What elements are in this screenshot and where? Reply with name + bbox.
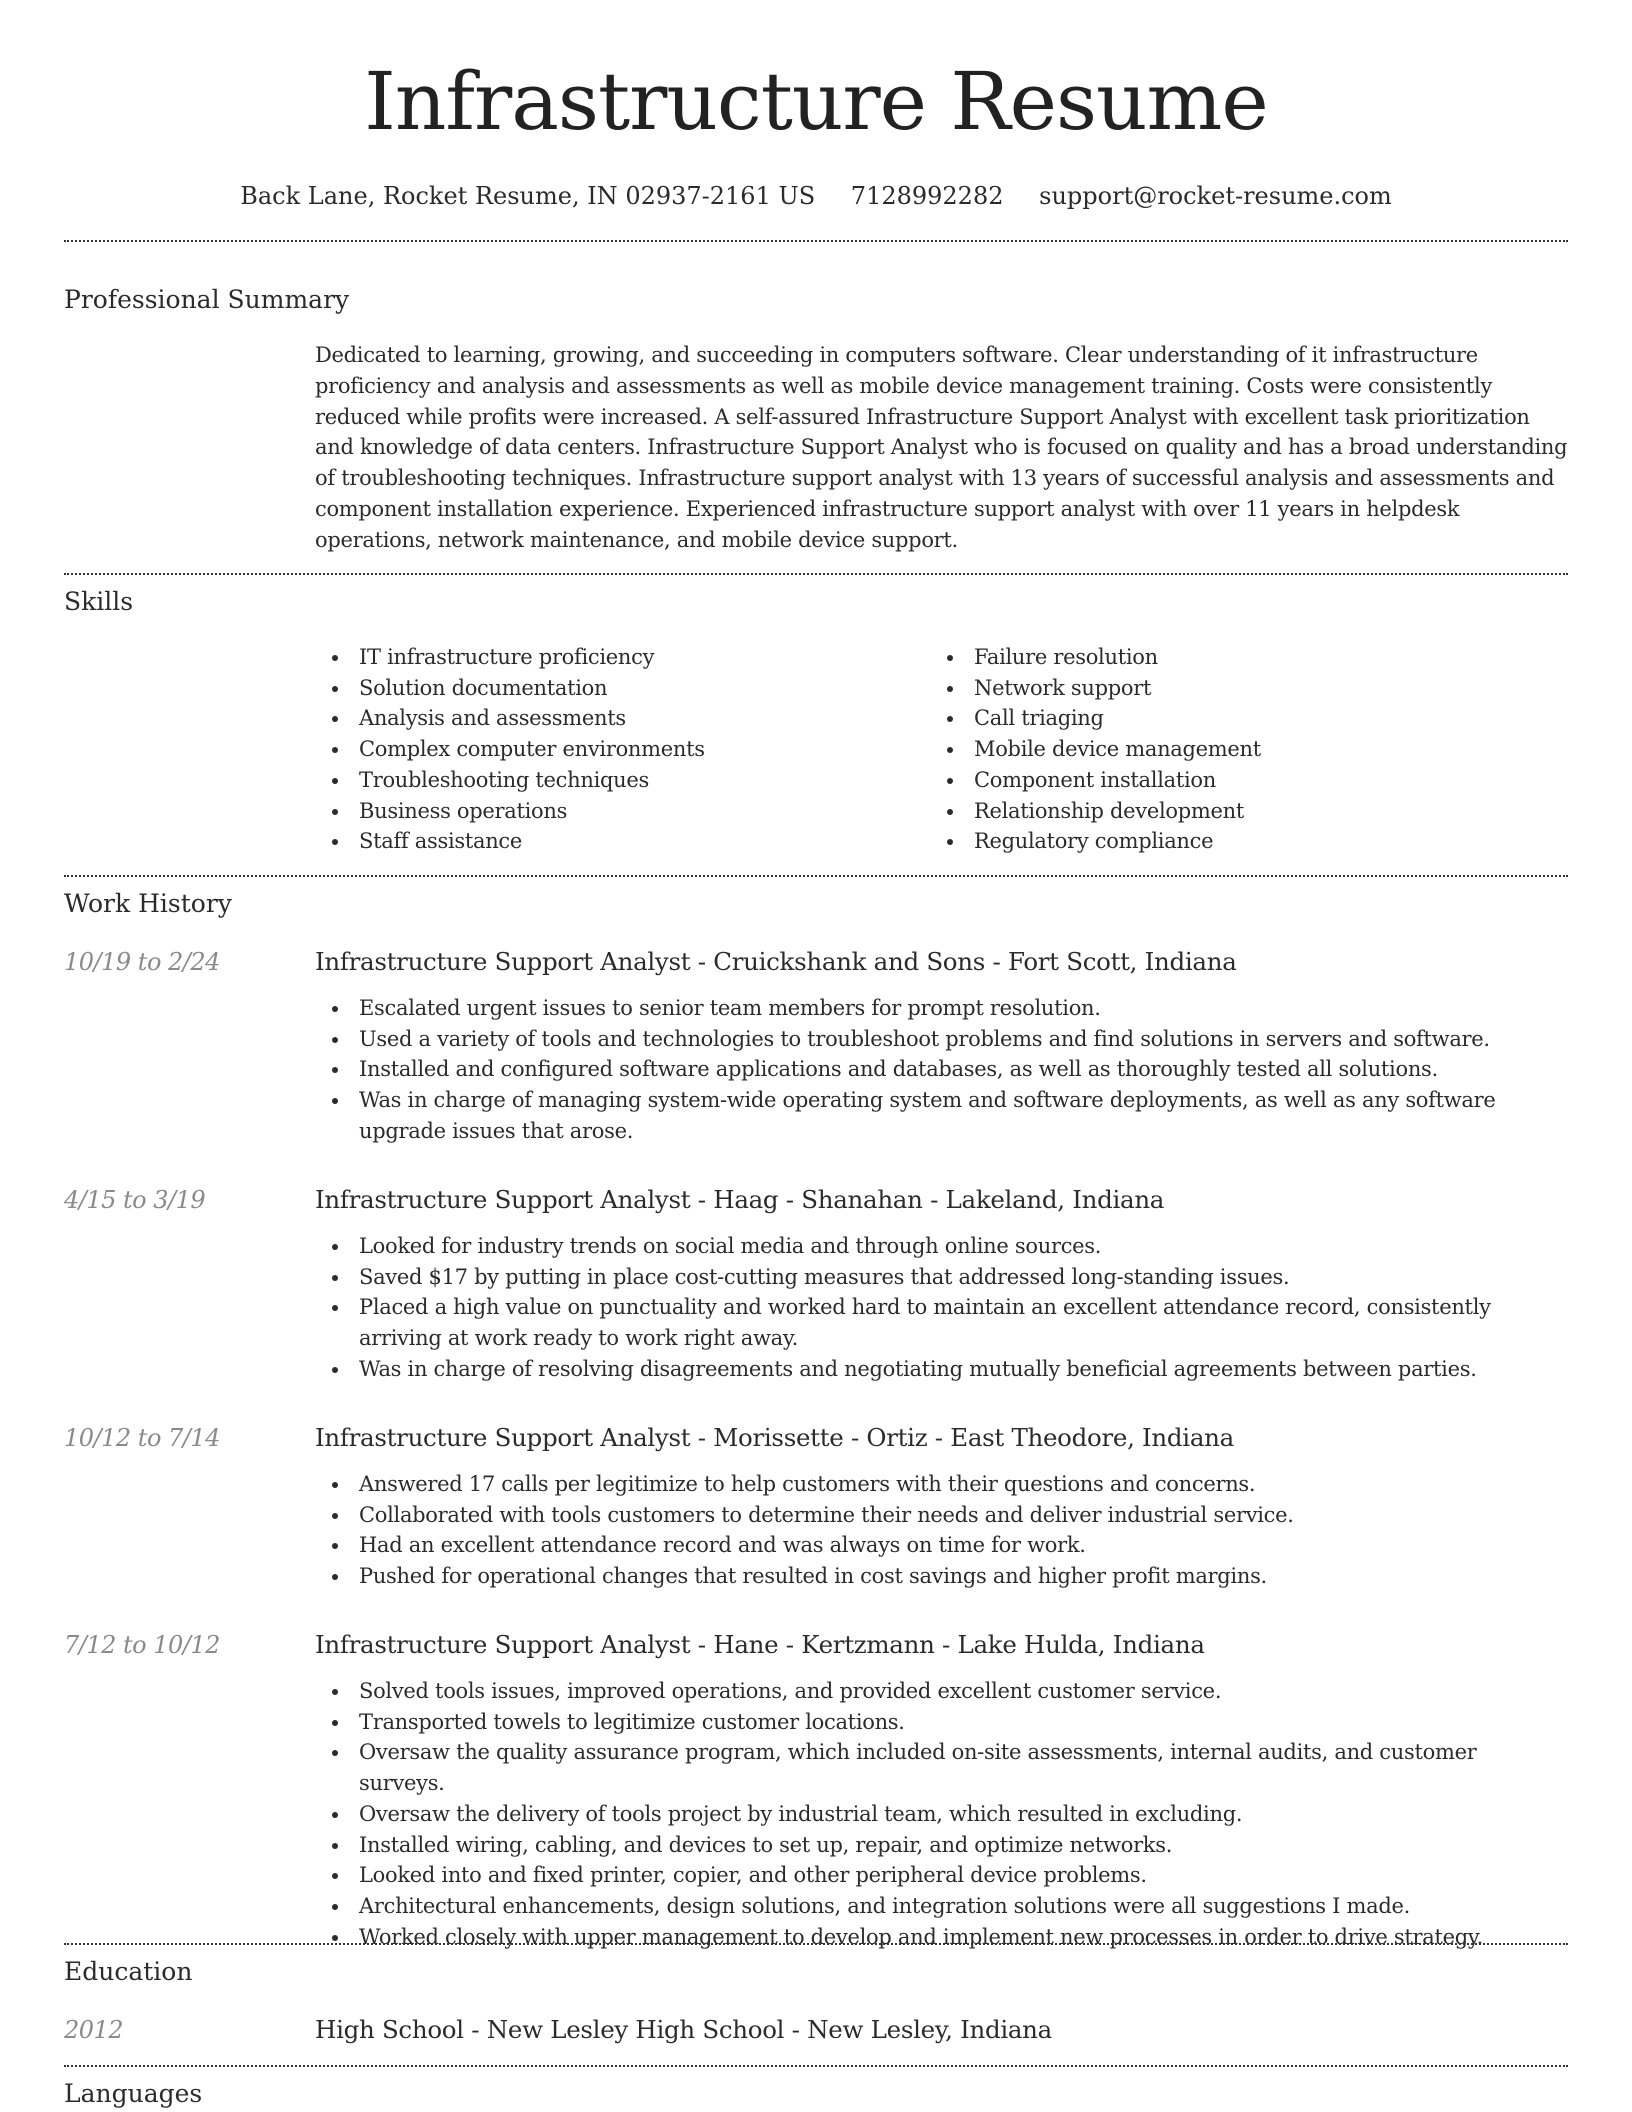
job-bullets: [315, 993, 1568, 1147]
skill-item: Network support: [930, 673, 1545, 704]
summary-heading: Professional Summary: [64, 285, 350, 314]
job-bullet: Was in charge of resolving disagreements and negotiating mutually beneficial agreements between parties.: [315, 1354, 1568, 1385]
skill-item: Business operations: [315, 796, 930, 827]
skills-heading: Skills: [64, 587, 134, 616]
job-bullet: Oversaw the quality assurance program, which included on-site assessments, internal audits, and customer surveys.: [315, 1737, 1568, 1798]
job-date: 10/19 to 2/24: [64, 948, 220, 976]
job-bullet: Placed a high value on punctuality and worked hard to maintain an excellent attendance record, consistently arriving at work ready to work right away.: [315, 1292, 1568, 1353]
job-bullet: Answered 17 calls per legitimize to help customers with their questions and concerns.: [315, 1469, 1568, 1500]
divider: [64, 1943, 1568, 1945]
summary-text: Dedicated to learning, growing, and succeeding in computers software. Clear understanding of it infrastructure proficiency and analysis and assessments as well as mobile device management training. Costs were consistently reduced while profits were increased. A self-assured Infrastructure Support Analyst with excellent task prioritization and knowledge of data centers. Infrastructure Support Analyst who is focused on quality and has a broad understanding of troubleshooting techniques. Infrastructure support analyst with 13 years of successful analysis and assessments and component installation experience. Experienced infrastructure support analyst with over 11 years in helpdesk operations, network maintenance, and mobile device support.: [315, 343, 1568, 552]
resume-title: Infrastructure Resume: [364, 55, 1268, 148]
skill-item: Staff assistance: [315, 826, 930, 857]
job-bullet: Solved tools issues, improved operations, and provided excellent customer service.: [315, 1676, 1568, 1707]
skill-item: Call triaging: [930, 703, 1545, 734]
job-bullet: Had an excellent attendance record and was always on time for work.: [315, 1530, 1568, 1561]
job-bullet: Used a variety of tools and technologies to troubleshoot problems and find solutions in servers and software.: [315, 1024, 1568, 1055]
job-bullet: Transported towels to legitimize customer locations.: [315, 1707, 1568, 1738]
job-title: Infrastructure Support Analyst - Morissette - Ortiz - East Theodore, Indiana: [315, 1423, 1234, 1452]
job-bullet: Was in charge of managing system-wide operating system and software deployments, as well as any software upgrade issues that arose.: [315, 1085, 1568, 1146]
job-bullet: Collaborated with tools customers to determine their needs and deliver industrial service.: [315, 1500, 1568, 1531]
skill-item: Component installation: [930, 765, 1545, 796]
job-bullet: Oversaw the delivery of tools project by industrial team, which resulted in excluding.: [315, 1799, 1568, 1830]
job-title: Infrastructure Support Analyst - Haag - Shanahan - Lakeland, Indiana: [315, 1185, 1165, 1214]
job-date: 4/15 to 3/19: [64, 1186, 206, 1214]
job-bullet: Saved $17 by putting in place cost-cutting measures that addressed long-standing issues.: [315, 1262, 1568, 1293]
job-entry: [315, 1628, 1568, 1952]
skills-column-left: [315, 642, 930, 857]
job-title: Infrastructure Support Analyst - Cruickshank and Sons - Fort Scott, Indiana: [315, 947, 1237, 976]
education-entry: [315, 2013, 1568, 2047]
divider: [64, 240, 1568, 242]
job-bullet: Escalated urgent issues to senior team members for prompt resolution.: [315, 993, 1568, 1024]
divider: [64, 573, 1568, 575]
job-date: 7/12 to 10/12: [64, 1631, 220, 1659]
job-bullets: [315, 1469, 1568, 1592]
skills-list: [315, 642, 1568, 857]
job-entry: [315, 1421, 1568, 1592]
education-heading: Education: [64, 1957, 193, 1986]
job-entry: [315, 945, 1568, 1147]
job-bullet: Worked closely with upper management to develop and implement new processes in order to drive strategy.: [315, 1922, 1568, 1953]
job-bullet: Installed wiring, cabling, and devices to set up, repair, and optimize networks.: [315, 1830, 1568, 1861]
languages-heading: Languages: [64, 2079, 203, 2108]
skill-item: Complex computer environments: [315, 734, 930, 765]
divider: [64, 2065, 1568, 2067]
skill-item: IT infrastructure proficiency: [315, 642, 930, 673]
job-bullet: Looked for industry trends on social media and through online sources.: [315, 1231, 1568, 1262]
job-bullets: [315, 1676, 1568, 1952]
skill-item: Relationship development: [930, 796, 1545, 827]
education-title: High School - New Lesley High School - New Lesley, Indiana: [315, 2015, 1052, 2044]
address-text: Back Lane, Rocket Resume, IN 02937-2161 US: [240, 182, 816, 210]
job-date: 10/12 to 7/14: [64, 1424, 220, 1452]
divider: [64, 875, 1568, 877]
job-bullet: Looked into and fixed printer, copier, and other peripheral device problems.: [315, 1860, 1568, 1891]
job-entry: [315, 1183, 1568, 1385]
skill-item: Failure resolution: [930, 642, 1545, 673]
skill-item: Mobile device management: [930, 734, 1545, 765]
job-title: Infrastructure Support Analyst - Hane - Kertzmann - Lake Hulda, Indiana: [315, 1630, 1205, 1659]
skill-item: Analysis and assessments: [315, 703, 930, 734]
resume-header: [0, 0, 1632, 212]
job-bullet: Architectural enhancements, design solutions, and integration solutions were all suggestions I made.: [315, 1891, 1568, 1922]
education-date: 2012: [64, 2016, 124, 2044]
skill-item: Troubleshooting techniques: [315, 765, 930, 796]
phone-text: 7128992282: [850, 182, 1004, 210]
skills-column-right: [930, 642, 1545, 857]
job-bullets: [315, 1231, 1568, 1385]
email-link[interactable]: support@rocket-resume.com: [1039, 182, 1392, 210]
contact-line: [0, 180, 1632, 212]
skill-item: Solution documentation: [315, 673, 930, 704]
skill-item: Regulatory compliance: [930, 826, 1545, 857]
work-history-heading: Work History: [64, 889, 232, 918]
job-bullet: Installed and configured software applications and databases, as well as thoroughly tested all solutions.: [315, 1054, 1568, 1085]
job-bullet: Pushed for operational changes that resulted in cost savings and higher profit margins.: [315, 1561, 1568, 1592]
